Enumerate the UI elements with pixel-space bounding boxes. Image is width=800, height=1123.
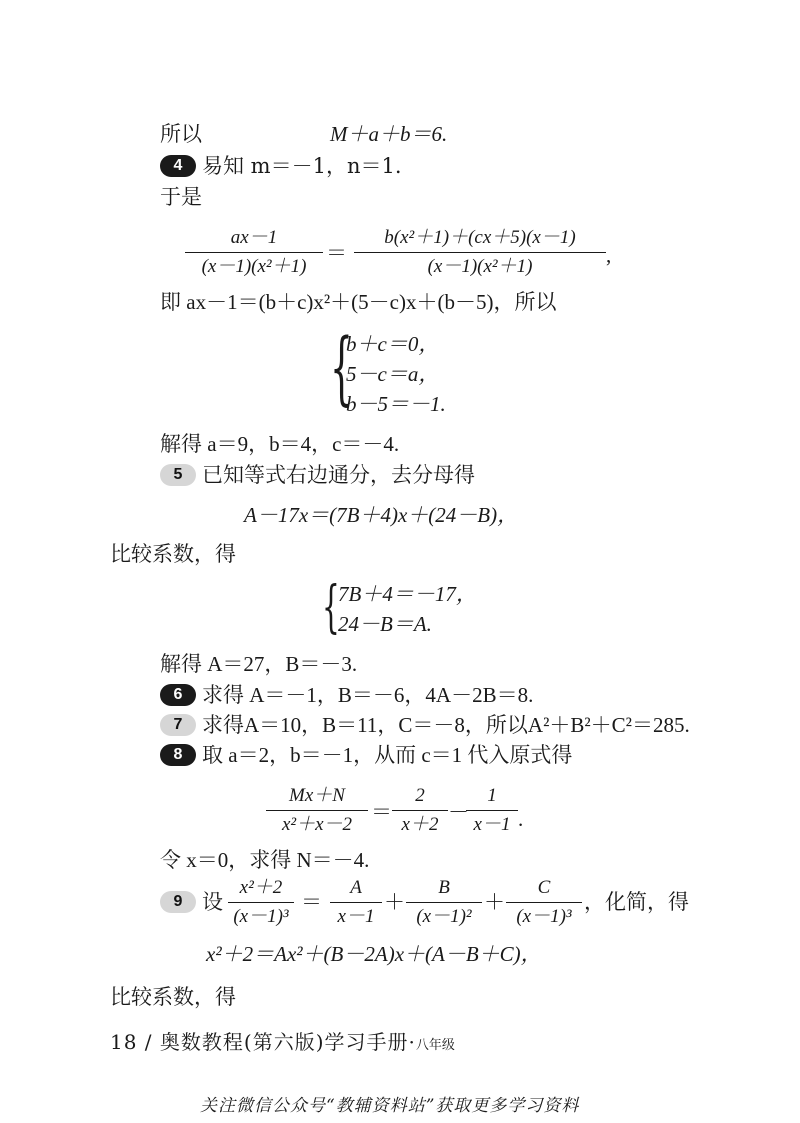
- equals-sign: ＝: [371, 800, 392, 824]
- fraction-numerator: C: [537, 877, 551, 898]
- label-compare: 比较系数，得: [110, 985, 236, 1009]
- fraction-b: [406, 876, 482, 929]
- problem-number-badge: 7: [160, 714, 196, 736]
- fraction-numerator: B: [438, 877, 450, 898]
- fraction-denominator: x²＋x－2: [281, 814, 353, 835]
- problem-number-badge: 5: [160, 464, 196, 486]
- fraction-bar: [185, 252, 323, 253]
- equation-m-sum: M＋a＋b＝6.: [330, 122, 448, 146]
- equals-sign: ＝: [326, 241, 347, 265]
- fraction-denominator: x－1: [337, 906, 375, 927]
- system-eq-1: 7B＋4＝－17，: [338, 582, 477, 606]
- left-brace: {: [322, 575, 340, 640]
- page-number: 18 /: [110, 1030, 153, 1054]
- fraction-bar: [228, 902, 294, 903]
- plus-sign: ＋: [384, 890, 405, 914]
- label-compare: 比较系数，得: [110, 542, 236, 566]
- system-eq-1: b＋c＝0，: [346, 332, 440, 356]
- fraction-bar: [330, 902, 382, 903]
- watermark-text: 关注微信公众号“教辅资料站”获取更多学习资料: [200, 1096, 580, 1116]
- result-8: 令 x＝0，求得 N＝－4.: [160, 848, 370, 872]
- fraction-denominator: (x－1)(x²＋1): [427, 256, 533, 277]
- solution-5: 解得 A＝27，B＝－3.: [160, 652, 358, 676]
- fraction-denominator: (x－1)³: [233, 906, 289, 927]
- book-title: 奥数教程(第六版)学习手册·: [159, 1030, 416, 1054]
- fraction-bar: [466, 810, 518, 811]
- fraction-bar: [506, 902, 582, 903]
- fraction-bar: [406, 902, 482, 903]
- fraction-denominator: x－1: [473, 814, 511, 835]
- fraction-numerator: 1: [487, 785, 497, 806]
- left-brace: {: [330, 321, 353, 414]
- fraction-denominator: (x－1)³: [516, 906, 572, 927]
- solution-4: 解得 a＝9，b＝4，c＝－4.: [160, 432, 400, 456]
- fraction-lhs: [185, 226, 323, 279]
- equals-sign: ＝: [301, 890, 322, 914]
- system-eq-2: 24－B＝A.: [338, 612, 432, 636]
- fraction-x2-plus-2: [228, 876, 294, 929]
- comma: ,: [606, 243, 612, 267]
- problem-7-statement: 求得A＝10，B＝11，C＝－8，所以A²＋B²＋C²＝285.: [202, 713, 690, 737]
- fraction-mx-n: [266, 784, 368, 837]
- equation-5: A－17x＝(7B＋4)x＋(24－B)，: [244, 503, 519, 527]
- label-she: 设: [202, 890, 223, 914]
- fraction-denominator: (x－1)²: [416, 906, 472, 927]
- fraction-numerator: A: [350, 877, 362, 898]
- expanded-equation: 即 ax－1＝(b＋c)x²＋(5－c)x＋(b－5)，所以: [160, 290, 557, 314]
- problem-4-statement: 易知 m＝－1，n＝1.: [202, 154, 402, 178]
- fraction-rhs: [354, 226, 606, 279]
- fraction-bar: [354, 252, 606, 253]
- fraction-c: [506, 876, 582, 929]
- problem-8-statement: 取 a＝2，b＝－1，从而 c＝1 代入原式得: [202, 743, 573, 767]
- fraction-bar: [266, 810, 368, 811]
- fraction-denominator: x＋2: [401, 814, 439, 835]
- grade-label: 八年级: [415, 1038, 455, 1053]
- problem-number-badge: 6: [160, 684, 196, 706]
- fraction-2-over-x-plus-2: [392, 784, 448, 837]
- fraction-numerator: x²＋2: [239, 877, 283, 898]
- problem-number-badge: 4: [160, 155, 196, 177]
- plus-sign: ＋: [484, 890, 505, 914]
- fraction-denominator: (x－1)(x²＋1): [201, 256, 307, 277]
- simplify-text: ，化简，得: [584, 890, 689, 914]
- equation-9: x²＋2＝Ax²＋(B－2A)x＋(A－B＋C)，: [206, 942, 542, 966]
- label-yushi: 于是: [160, 185, 202, 209]
- problem-5-statement: 已知等式右边通分，去分母得: [202, 463, 475, 487]
- problem-number-badge: 9: [160, 891, 196, 913]
- page-footer: [110, 1026, 455, 1055]
- fraction-bar: [392, 810, 448, 811]
- minus-sign: －: [448, 800, 469, 824]
- system-eq-3: b－5＝－1.: [346, 392, 446, 416]
- fraction-numerator: b(x²＋1)＋(cx＋5)(x－1): [384, 227, 576, 248]
- problem-6-statement: 求得 A＝－1，B＝－6，4A－2B＝8.: [202, 683, 534, 707]
- fraction-1-over-x-minus-1: [466, 784, 518, 837]
- fraction-numerator: ax－1: [230, 227, 278, 248]
- period: .: [518, 807, 524, 831]
- system-eq-2: 5－c＝a，: [346, 362, 440, 386]
- label-suoyi: 所以: [160, 122, 202, 146]
- fraction-numerator: 2: [415, 785, 425, 806]
- fraction-a: [330, 876, 382, 929]
- problem-number-badge: 8: [160, 744, 196, 766]
- fraction-numerator: Mx＋N: [289, 785, 345, 806]
